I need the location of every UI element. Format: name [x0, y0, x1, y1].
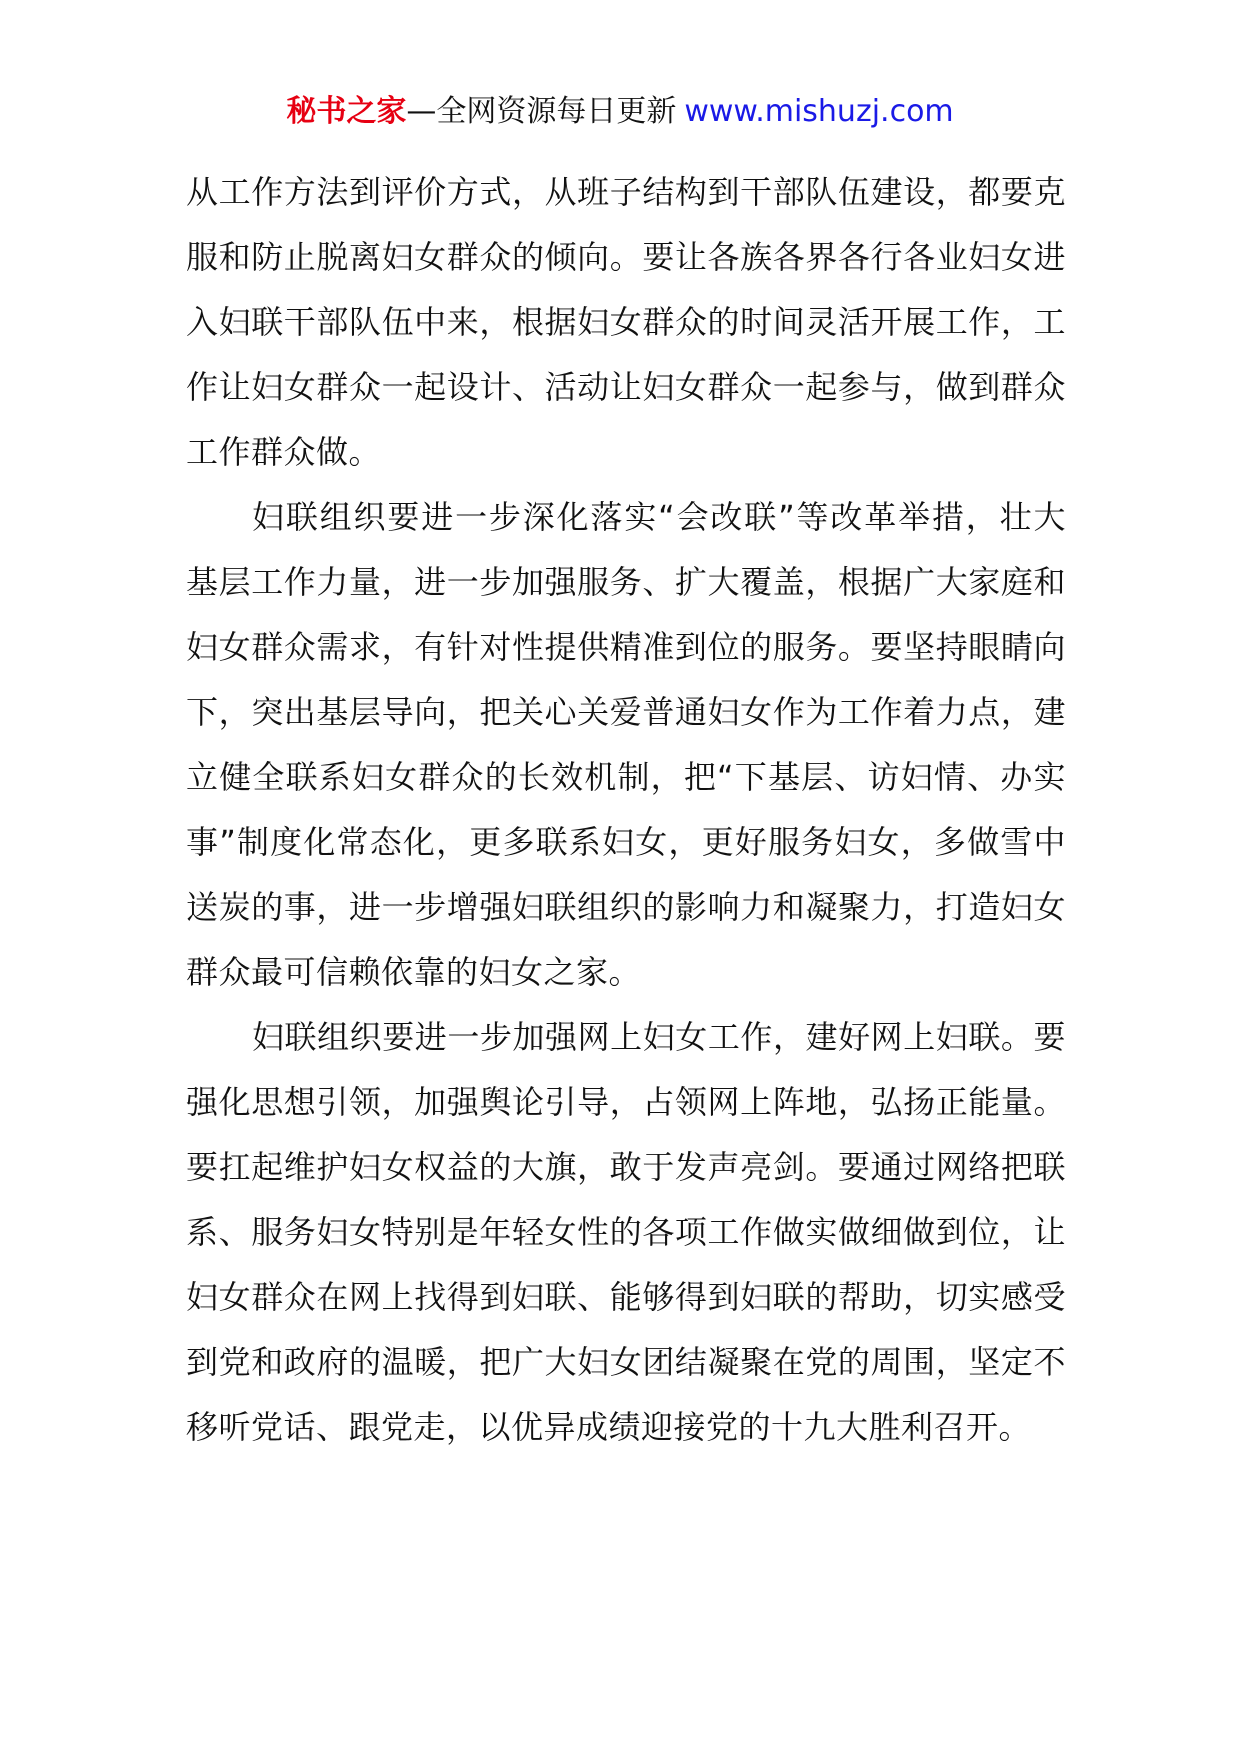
header-tagline: —全网资源每日更新 — [406, 94, 677, 129]
document-body — [186, 160, 1066, 1460]
brand-name: 秘书之家 — [286, 94, 407, 129]
page-header — [0, 92, 1240, 132]
site-url-link[interactable]: www.mishuzj.com — [684, 94, 954, 129]
paragraph-continuation: 从工作方法到评价方式，从班子结构到干部队伍建设，都要克服和防止脱离妇女群众的倾向。要让各族各界各行各业妇女进入妇联干部队伍中来，根据妇女群众的时间灵活开展工作，工作让妇女群众一起设计、活动让妇女群众一起参与，做到群众工作群众做。 — [186, 173, 1066, 471]
paragraph-online-work: 妇联组织要进一步加强网上妇女工作，建好网上妇联。要强化思想引领，加强舆论引导，占领网上阵地，弘扬正能量。要扛起维护妇女权益的大旗，敢于发声亮剑。要通过网络把联系、服务妇女特别是年轻女性的各项工作做实做细做到位，让妇女群众在网上找得到妇联、能够得到妇联的帮助，切实感受到党和政府的温暖，把广大妇女团结凝聚在党的周围，坚定不移听党话、跟党走，以优异成绩迎接党的十九大胜利召开。 — [186, 1018, 1066, 1446]
paragraph-reform-measures: 妇联组织要进一步深化落实“会改联”等改革举措，壮大基层工作力量，进一步加强服务、扩大覆盖，根据广大家庭和妇女群众需求，有针对性提供精准到位的服务。要坚持眼睛向下，突出基层导向，把关心关爱普通妇女作为工作着力点，建立健全联系妇女群众的长效机制，把“下基层、访妇情、办实事”制度化常态化，更多联系妇女，更好服务妇女，多做雪中送炭的事，进一步增强妇联组织的影响力和凝聚力，打造妇女群众最可信赖依靠的妇女之家。 — [186, 498, 1066, 991]
